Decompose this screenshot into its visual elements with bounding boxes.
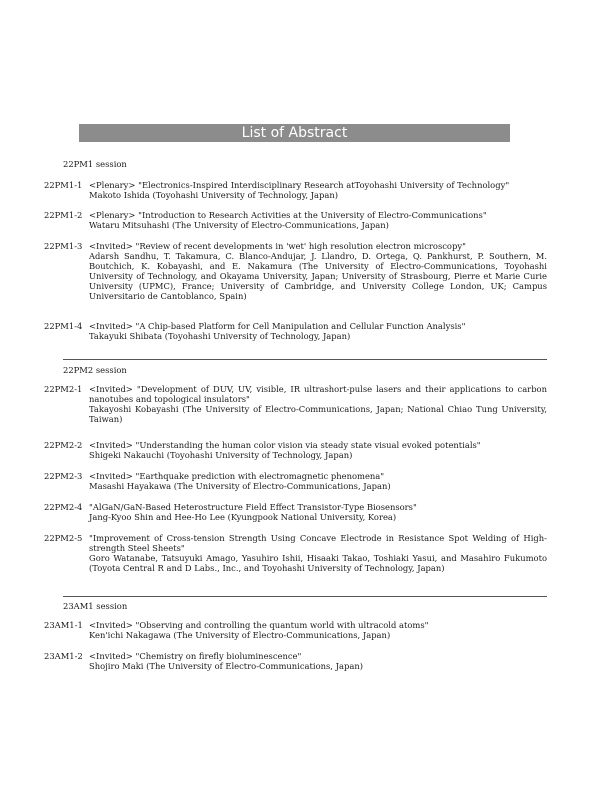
abstract-id: 22PM1-3 [44,241,83,251]
abstract-id: 23AM1-2 [44,651,83,661]
section-divider [63,596,547,597]
abstract-title: <Invited> "Chemistry on firefly bioluminescence" [89,651,302,661]
abstract-body [89,620,547,640]
abstract-body [89,471,547,491]
abstract-title: <Invited> "Review of recent developments in 'wet' high resolution electron microscopy" [89,241,466,251]
abstract-authors: Goro Watanabe, Tatsuyuki Amago, Yasuhiro Ishii, Hisaaki Takao, Toshiaki Yasui, and Masahiro Fukumoto (Toyota Central R and D Labs., Inc., and Toyohashi University of Technology, Japan) [89,553,547,573]
abstract-id: 22PM2-1 [44,384,83,394]
abstract-id: 22PM2-2 [44,440,83,450]
abstract-title: "Improvement of Cross-tension Strength Using Concave Electrode in Resistance Spot Welding of High-strength Steel Sheets" [89,533,547,553]
abstract-title: <Invited> "Understanding the human color vision via steady state visual evoked potentials" [89,440,481,450]
abstract-authors: Takayuki Shibata (Toyohashi University of Technology, Japan) [89,331,351,341]
abstract-authors: Makoto Ishida (Toyohashi University of Technology, Japan) [89,190,339,200]
abstract-authors: Adarsh Sandhu, T. Takamura, C. Blanco-Andujar, J. Llandro, D. Ortega, Q. Pankhurst, P. Southern, M. Boutchich, K. Kobayashi, and E. Nakamura (The University of Electro-Communications, Toyohashi University of Technology, and Okayama University, Japan; University of Strasbourg, Pierre et Marie Curie University (UPMC), France; University of Cambridge, and University College London, UK; Campus Universitario de Cantoblanco, Spain) [89,251,547,301]
session-label: 22PM2 session [63,365,127,375]
abstract-id: 22PM2-4 [44,502,83,512]
abstract-body [89,533,547,573]
abstract-body [89,241,547,301]
abstract-title: <Invited> "A Chip-based Platform for Cell Manipulation and Cellular Function Analysis" [89,321,466,331]
abstract-body [89,210,547,230]
abstract-body [89,321,547,341]
abstract-id: 22PM1-1 [44,180,83,190]
abstract-authors: Shigeki Nakauchi (Toyohashi University of Technology, Japan) [89,450,353,460]
abstract-body [89,180,547,200]
abstract-title: <Invited> "Development of DUV, UV, visible, IR ultrashort-pulse lasers and their applications to carbon nanotubes and topological insulators" [89,384,547,404]
abstract-body [89,440,547,460]
abstract-id: 23AM1-1 [44,620,83,630]
abstract-authors: Shojiro Maki (The University of Electro-Communications, Japan) [89,661,363,671]
abstract-title: "AlGaN/GaN-Based Heterostructure Field Effect Transistor-Type Biosensors" [89,502,417,512]
abstract-title: <Invited> "Observing and controlling the quantum world with ultracold atoms" [89,620,429,630]
section-divider [63,359,547,360]
abstract-body [89,502,547,522]
abstract-authors: Takayoshi Kobayashi (The University of Electro-Communications, Japan; National Chiao Tung University, Taiwan) [89,404,547,424]
abstract-title: <Invited> "Earthquake prediction with electromagnetic phenomena" [89,471,385,481]
session-label: 23AM1 session [63,601,128,611]
abstract-authors: Jang-Kyoo Shin and Hee-Ho Lee (Kyungpook National University, Korea) [89,512,397,522]
abstract-id: 22PM1-4 [44,321,83,331]
abstract-id: 22PM2-3 [44,471,83,481]
abstract-id: 22PM2-5 [44,533,83,543]
abstract-title: <Plenary> "Electronics-Inspired Interdisciplinary Research atToyohashi University of Technology" [89,180,510,190]
abstract-authors: Wataru Mitsuhashi (The University of Electro-Communications, Japan) [89,220,389,230]
abstract-body [89,651,547,671]
session-label: 22PM1 session [63,159,127,169]
abstract-authors: Masashi Hayakawa (The University of Electro-Communications, Japan) [89,481,391,491]
abstract-id: 22PM1-2 [44,210,83,220]
list-of-abstract-banner: List of Abstract [79,124,510,142]
abstract-body [89,384,547,424]
abstract-title: <Plenary> "Introduction to Research Activities at the University of Electro-Communications" [89,210,487,220]
abstract-authors: Ken'ichi Nakagawa (The University of Electro-Communications, Japan) [89,630,391,640]
